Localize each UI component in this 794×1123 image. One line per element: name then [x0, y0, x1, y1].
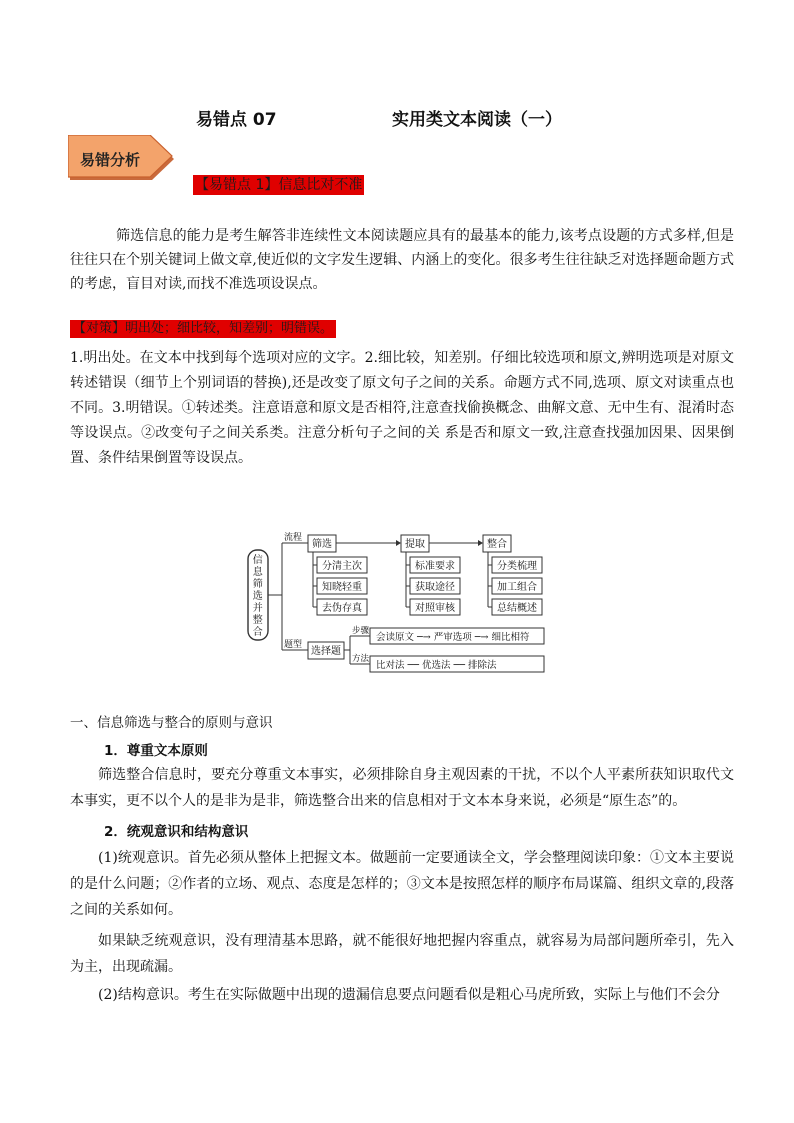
stage2-item: 标准要求 — [415, 561, 455, 572]
stage1-label: 筛选 — [312, 539, 332, 550]
analysis-badge — [68, 135, 176, 183]
info-flow-diagram — [246, 526, 550, 676]
stage3-item: 加工组合 — [497, 582, 537, 593]
strategy-tag: 【对策】明出处；细比较，知差别；明错误。 — [70, 320, 336, 338]
stage2-item: 对照审核 — [415, 603, 455, 614]
title-number: 易错点 07 — [196, 110, 277, 130]
paragraph-structure: (2)结构意识。考生在实际做题中出现的遗漏信息要点问题看似是粗心马虎所致，实际上与他们不会分 — [98, 987, 720, 1003]
stage3-item: 总结概述 — [497, 603, 537, 614]
method-text: 比对法 ── 优选法 ── 排除法 — [376, 660, 497, 671]
mistake-tag: 【易错点 1】信息比对不准 — [195, 177, 363, 193]
strategy-paragraph: 1.明出处。在文本中找到每个选项对应的文字。2.细比较，知差别。仔细比较选项和原文,辨明选项是对原文转述错误（细节上个别词语的替换),还是改变了原文句子之间的关系。命题方式不同,选项、原文对读重点也不同。3.明错误。①转述类。注意语意和原文是否相符,注意查找偷换概念、曲解文意、无中生有、混淆时态等设误点。②改变句子之间关系类。注意分析句子之间的关 系是否和原文一致,注意查找强加因果、因果倒置、条件结果倒置等设误点。 — [70, 350, 734, 466]
page-title — [0, 105, 794, 129]
question-type: 选择题 — [311, 646, 341, 657]
section-heading: 一、信息筛选与整合的原则与意识 — [70, 715, 273, 731]
stage2-item: 获取途径 — [415, 582, 455, 593]
stage2-label: 提取 — [405, 539, 425, 550]
badge-label: 易错分析 — [80, 151, 141, 169]
steps-label: 步骤 — [352, 626, 370, 636]
subsection-heading: 1．尊重文本原则 — [104, 743, 208, 759]
title-topic: 实用类文本阅读（一） — [392, 110, 562, 130]
subsection-heading: 2．统观意识和结构意识 — [104, 824, 249, 840]
intro-paragraph: 筛选信息的能力是考生解答非连续性文本阅读题应具有的最基本的能力,该考点设题的方式多样,但是往往只在个别关键词上做文章,使近似的文字发生逻辑、内涵上的变化。很多考生往往缺乏对选择题命题方式的考虑，盲目对读,而找不准选项设误点。 — [70, 228, 734, 292]
root-text: 信息筛选并整合 — [252, 555, 264, 638]
method-label: 方法 — [352, 654, 370, 664]
question-label: 题型 — [284, 640, 303, 650]
stage3-item: 分类梳理 — [497, 561, 537, 572]
steps-text: 会读原文 ─→ 严审选项 ─→ 细比相符 — [376, 632, 530, 643]
process-label: 流程 — [284, 533, 303, 543]
stage1-item: 分清主次 — [322, 561, 362, 572]
stage1-item: 知晓轻重 — [322, 582, 362, 593]
paragraph-respect-text: 筛选整合信息时，要充分尊重文本事实，必须排除自身主观因素的干扰，不以个人平素所获知识取代文本事实，更不以个人的是非为是非，筛选整合出来的信息相对于文本本身来说，必须是“原生态”的。 — [70, 767, 734, 809]
paragraph-overall-view: (1)统观意识。首先必须从整体上把握文本。做题前一定要通读全文，学会整理阅读印象：①文本主要说的是什么问题；②作者的立场、观点、态度是怎样的；③文本是按照怎样的顺序布局谋篇、组织文章的,段落之间的关系如何。 — [70, 850, 734, 918]
paragraph-missing-view: 如果缺乏统观意识，没有理清基本思路，就不能很好地把握内容重点，就容易为局部问题所牵引，先入为主，出现疏漏。 — [70, 933, 734, 975]
stage1-item: 去伪存真 — [322, 603, 362, 614]
stage3-label: 整合 — [487, 539, 507, 550]
